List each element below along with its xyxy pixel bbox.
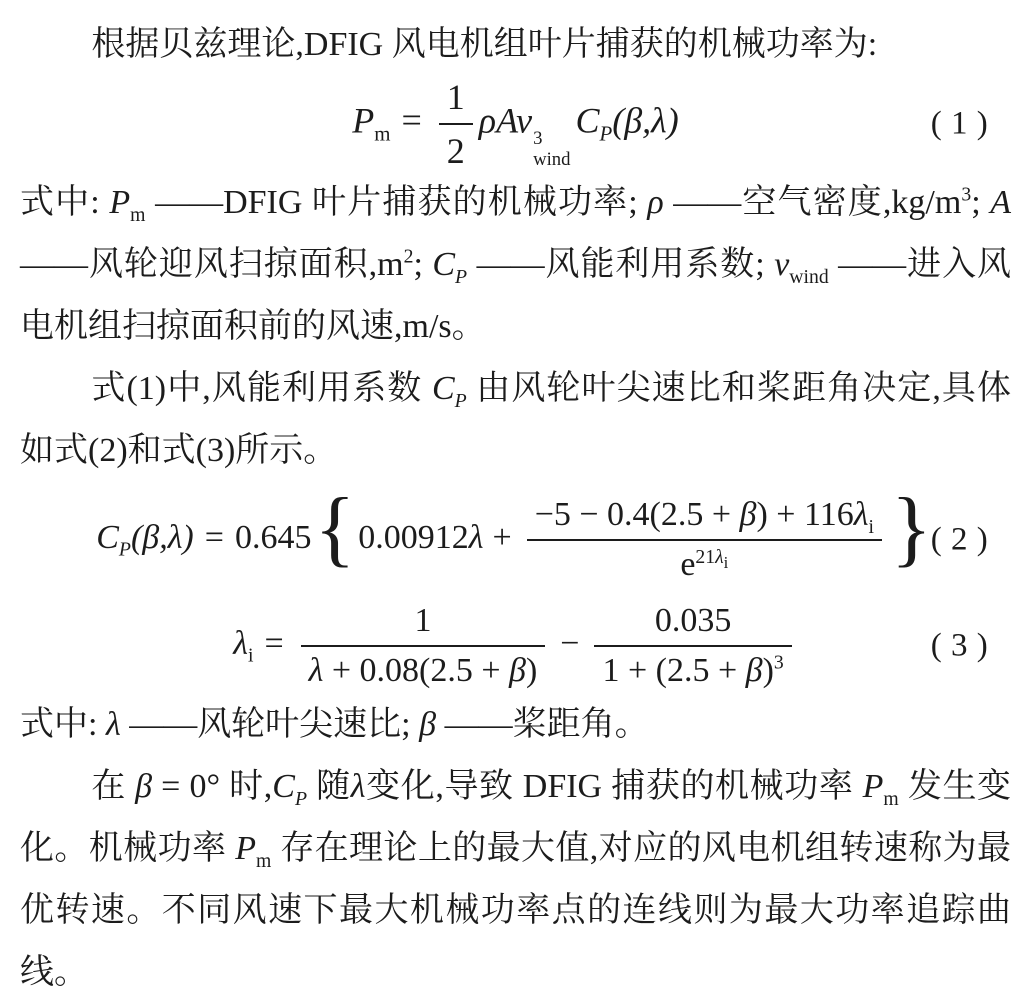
p2-def-A-end: ; bbox=[413, 246, 423, 283]
equation-2 bbox=[20, 482, 1011, 598]
p4-def-beta: ——桨距角。 bbox=[444, 706, 649, 743]
equation-3-content bbox=[233, 602, 798, 690]
eq3-number: (3) bbox=[930, 627, 997, 664]
eq3-fraction-2 bbox=[594, 602, 791, 690]
p5-C: C bbox=[272, 768, 295, 805]
p4-beta: β bbox=[419, 706, 437, 743]
p2-v: v bbox=[774, 246, 790, 283]
eq1-args: (β,λ) bbox=[612, 100, 679, 141]
eq3-equals: = bbox=[264, 624, 284, 662]
eq1-P-subscript: m bbox=[374, 121, 391, 146]
p5-text-b: 时, bbox=[229, 768, 273, 805]
eq3-minus: − bbox=[560, 624, 580, 662]
p3-C: C bbox=[431, 370, 455, 407]
eq2-exp-number: 21 bbox=[695, 545, 716, 568]
eq3-f1-den-close: ) bbox=[525, 652, 538, 689]
eq2-exp-lambda: λ bbox=[715, 545, 724, 568]
eq3-fraction-1 bbox=[301, 602, 546, 690]
paragraph-intro bbox=[20, 14, 1011, 76]
p5-text-e: 发生变化。机械功率 bbox=[20, 768, 1012, 867]
equation-1-content bbox=[352, 76, 679, 172]
eq2-coefficient: 0.645 bbox=[234, 518, 312, 556]
p5-beta: β bbox=[135, 768, 153, 805]
eq3-lambda-subscript: i bbox=[247, 644, 254, 667]
eq1-P: P bbox=[352, 100, 375, 141]
p2-rho: ρ bbox=[647, 184, 664, 221]
p2-C-subscript: P bbox=[455, 265, 468, 288]
eq2-args: (β,λ) bbox=[130, 518, 194, 556]
p5-beta-equals-zero: = 0° bbox=[152, 768, 230, 805]
eq2-fraction-numerator bbox=[527, 496, 882, 541]
paragraph-symbol-definitions-1 bbox=[20, 172, 1011, 358]
eq2-equals: = bbox=[204, 518, 224, 556]
eq3-f1-numerator: 1 bbox=[301, 602, 546, 647]
eq2-C-subscript: P bbox=[118, 538, 131, 561]
eq2-num-lambda: λ bbox=[853, 496, 869, 533]
p4-lead: 式中: bbox=[20, 706, 98, 743]
p4-def-lambda: ——风轮叶尖速比; bbox=[129, 706, 411, 743]
paragraph-cp-description bbox=[20, 358, 1011, 482]
p3-text-a: 式(1)中,风能利用系数 bbox=[91, 370, 432, 407]
eq3-f2-den-superscript: 3 bbox=[773, 651, 784, 674]
eq1-v: v bbox=[516, 100, 533, 141]
eq2-C: C bbox=[96, 518, 119, 556]
eq3-lambda: λ bbox=[233, 624, 248, 662]
p2-v-subscript: wind bbox=[789, 265, 829, 288]
eq3-f1-den-lambda: λ bbox=[308, 652, 324, 689]
eq2-right-brace: } bbox=[890, 481, 932, 576]
eq2-left-brace: { bbox=[314, 481, 356, 576]
p2-A: A bbox=[990, 184, 1012, 221]
p3-C-subscript: P bbox=[454, 389, 467, 412]
p2-lead: 式中: bbox=[20, 184, 100, 221]
p2-def-Pm: ——DFIG 叶片捕获的机械功率; bbox=[155, 184, 638, 221]
eq1-half-numerator: 1 bbox=[439, 76, 473, 125]
eq1-A: A bbox=[496, 100, 517, 141]
eq2-den-exponent bbox=[695, 545, 729, 572]
eq1-rho: ρ bbox=[478, 100, 497, 141]
p2-def-vwind: ——进入风电机组扫掠面积前的风速,m/s。 bbox=[20, 246, 1012, 345]
p5-text-f: 存在理论上的最大值,对应的风电机组转速称为最优转速。不同风速下最大机械功率点的连线则为最大功率追踪曲线。 bbox=[20, 830, 1011, 991]
eq2-den-e: e bbox=[680, 546, 696, 583]
p2-m2-superscript: 2 bbox=[403, 245, 414, 268]
p2-def-rho: ——空气密度,kg/m bbox=[673, 184, 962, 221]
eq2-term1-lambda: λ bbox=[468, 518, 484, 556]
p5-P1: P bbox=[862, 768, 884, 805]
eq3-f1-den-beta: β bbox=[509, 652, 526, 689]
intro-text: 根据贝兹理论,DFIG 风电机组叶片捕获的机械功率为: bbox=[91, 26, 878, 63]
paragraph-mppt-description bbox=[20, 756, 1011, 997]
eq1-C-subscript: P bbox=[599, 121, 613, 146]
p5-lambda: λ bbox=[350, 768, 366, 805]
eq3-f1-denominator bbox=[301, 647, 546, 690]
eq3-f2-numerator: 0.035 bbox=[594, 602, 791, 647]
p2-P-subscript: m bbox=[130, 203, 146, 226]
eq3-f2-den-rest: 1 + (2.5 + bbox=[602, 652, 746, 689]
eq2-term1-number: 0.00912 bbox=[358, 518, 469, 556]
p2-def-rho-end: ; bbox=[971, 184, 981, 221]
eq2-num-lambda-subscript: i bbox=[868, 515, 874, 538]
equation-2-content bbox=[96, 481, 935, 584]
eq3-f2-den-beta: β bbox=[745, 652, 763, 689]
p4-lambda: λ bbox=[105, 706, 121, 743]
equation-3 bbox=[20, 598, 1011, 694]
p2-def-Cp: ——风能利用系数; bbox=[476, 246, 765, 283]
paragraph-symbol-definitions-2 bbox=[20, 694, 1011, 756]
eq1-v-supsub-stack bbox=[533, 129, 570, 171]
eq2-fraction-denominator bbox=[527, 541, 882, 584]
eq2-num-part1: −5 − 0.4(2.5 + bbox=[534, 496, 740, 533]
eq3-f1-den-rest: + 0.08(2.5 + bbox=[323, 652, 510, 689]
p5-P2: P bbox=[235, 830, 257, 867]
eq1-equals: = bbox=[401, 100, 422, 141]
p5-text-c: 随 bbox=[307, 768, 351, 805]
p3-text-b: 由风轮叶尖速比和桨距角决定,具体如式(2)和式(3)所示。 bbox=[20, 370, 1012, 469]
eq1-C: C bbox=[575, 100, 600, 141]
p5-P1-subscript: m bbox=[883, 787, 899, 810]
eq2-plus: + bbox=[492, 518, 512, 556]
eq3-f2-denominator bbox=[594, 647, 791, 690]
eq1-v-superscript: 3 bbox=[533, 127, 543, 149]
equation-1 bbox=[20, 76, 1011, 172]
eq2-number: (2) bbox=[930, 521, 997, 558]
eq2-num-part2: ) + 116 bbox=[756, 496, 854, 533]
eq1-number: (1) bbox=[930, 105, 997, 142]
eq1-half-fraction bbox=[439, 76, 473, 172]
eq1-half-denominator: 2 bbox=[446, 131, 465, 171]
p5-P2-subscript: m bbox=[256, 849, 272, 872]
eq3-f2-den-close: ) bbox=[762, 652, 774, 689]
eq2-num-beta: β bbox=[739, 496, 757, 533]
eq2-fraction bbox=[527, 496, 882, 584]
eq2-exp-lambda-subscript: i bbox=[723, 552, 729, 572]
p5-text-d: 变化,导致 DFIG 捕获的机械功率 bbox=[365, 768, 863, 805]
p5-text-a: 在 bbox=[91, 768, 136, 805]
eq1-v-subscript: wind bbox=[533, 148, 571, 170]
p2-def-A: ——风轮迎风扫掠面积,m bbox=[20, 246, 404, 283]
p2-kgm3-superscript: 3 bbox=[961, 183, 972, 206]
p5-C-subscript: P bbox=[294, 787, 308, 810]
p2-P: P bbox=[109, 184, 131, 221]
p2-C: C bbox=[432, 246, 456, 283]
